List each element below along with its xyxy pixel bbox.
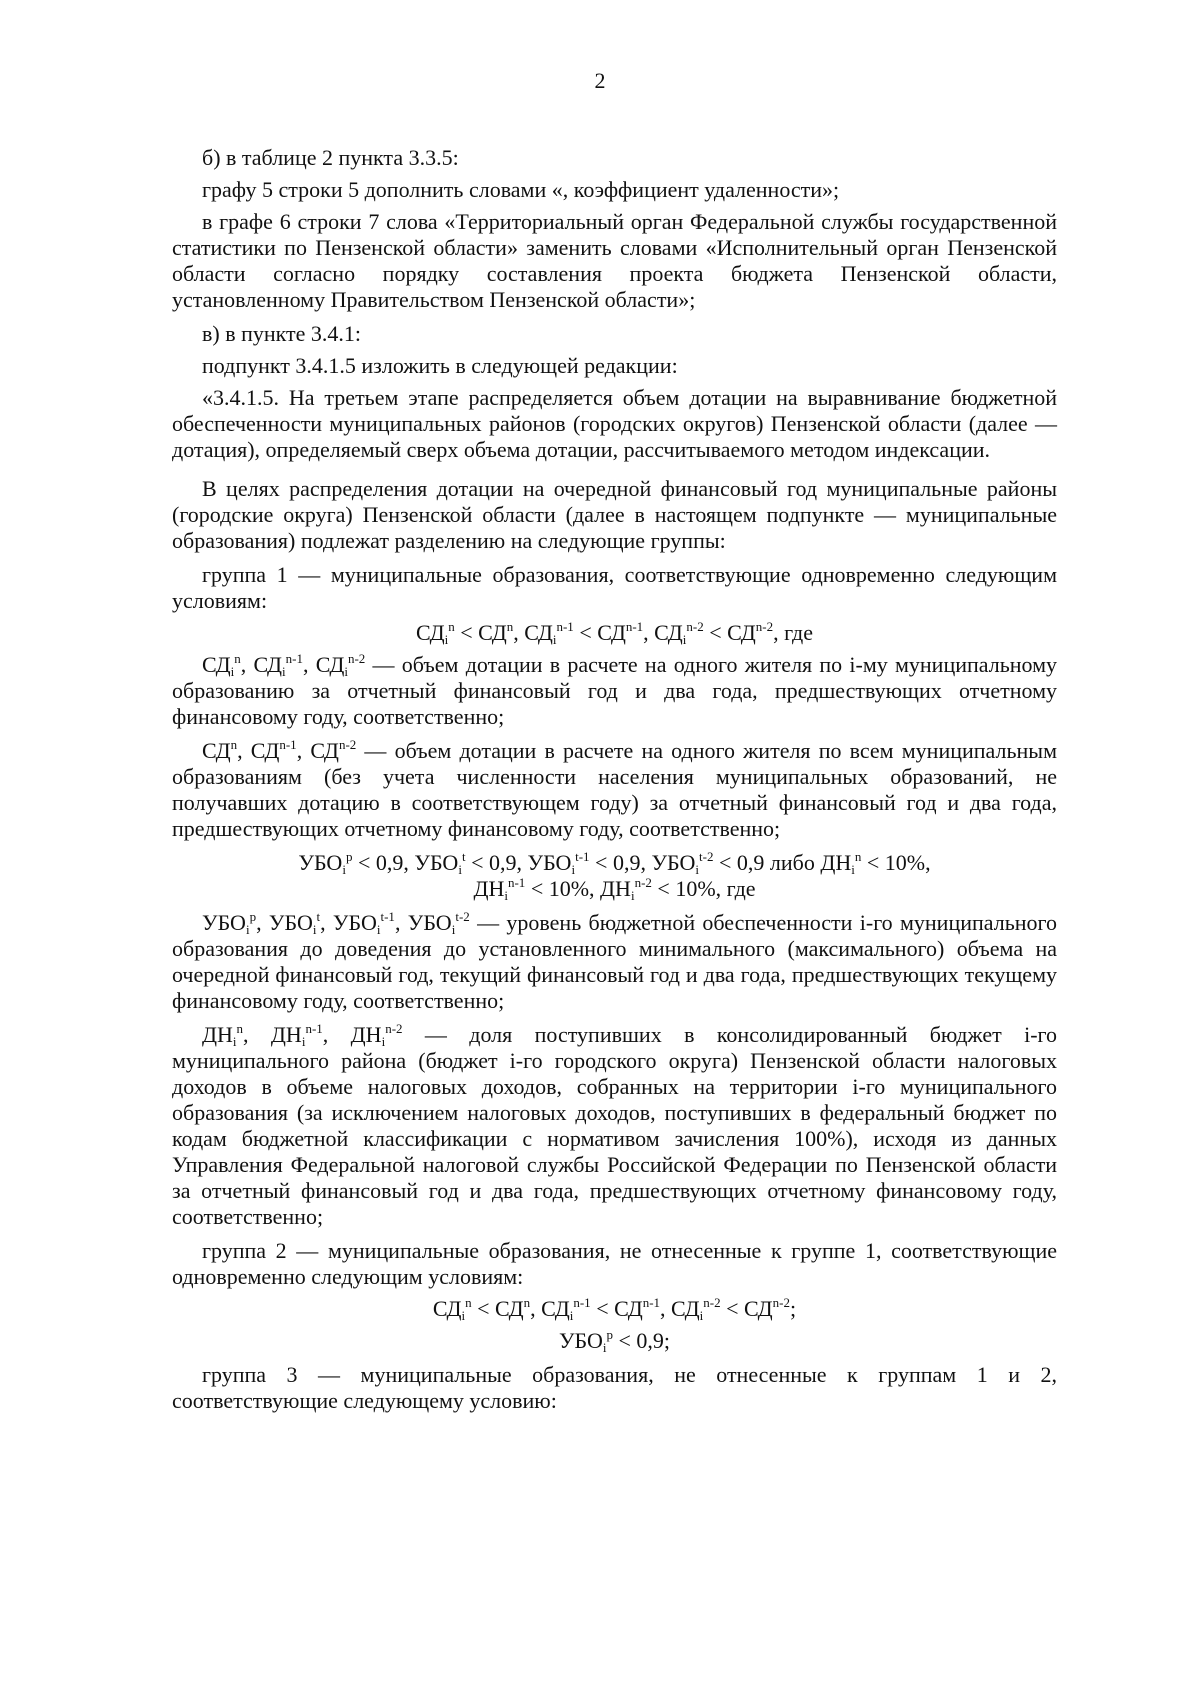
paragraph-column-6: в графе 6 строки 7 слова «Территориальный орган Федеральной службы государственной статистики по Пензенской области» заменить словами «Исполнительный орган Пензенской области согласно порядку составления проекта бюджета Пензенской области, установленному Правительством Пензенской области»; xyxy=(172,209,1057,312)
paragraph-point-3-4-1: в) в пункте 3.4.1: xyxy=(202,321,362,346)
formula-group-2-sd: $СД_i^n < СД^n$, $СД_i^{n-1} < СД^{n-1}$, $СД_i^{n-2} < СД^{n-2}$; xyxy=(432,1295,797,1323)
paragraph-sd-definition: $СД^n$, СД$^{n-1}$, СД$^{n-2}$ — объем дотации в расчете на одного жителя по всем муниципальным образованиям (без учета численности населения муниципальных образований, не получавших дотацию в соответствующем году) за отчетный финансовый год и два года, предшествующих отчетному финансовому году, соответственно; xyxy=(172,737,1057,841)
paragraph-group-3: группа 3 — муниципальные образования, не отнесенные к группам 1 и 2, соответствующие следующему условию: xyxy=(172,1362,1057,1413)
paragraph-3-4-1-5: «3.4.1.5. На третьем этапе распределяется объем дотации на выравнивание бюджетной обеспеченности муниципальных районов (городских округов) Пензенской области (далее — дотация), определяемый сверх объема дотации, рассчитываемого методом индексации. xyxy=(172,385,1057,462)
paragraph-subpoint-intro: подпункт 3.4.1.5 изложить в следующей редакции: xyxy=(202,353,678,378)
formula-term: $СД_i^n$ xyxy=(416,619,455,647)
paragraph-group-2: группа 2 — муниципальные образования, не отнесенные к группе 1, соответствующие одновременно следующим условиям: xyxy=(172,1238,1057,1289)
page-number: 2 xyxy=(594,68,606,93)
formula-group-2-ubo: $УБО_i^p < 0,9$; xyxy=(558,1327,671,1355)
paragraph-dn-definition: $ДН_i^n$, $ДН_i^{n-1}$, $ДН_i^{n-2}$ — доля поступивших в консолидированный бюджет i-го муниципального района (бюджет i-го городского округа) Пензенской области налоговых доходов в объеме налоговых доходов, собранных на территории i-го муниципального образования (за исключением налоговых доходов, поступивших в федеральный бюджет по кодам бюджетной классификации с нормативом зачисления 100%), исходя из данных Управления Федеральной налоговой службы Российской Федерации по Пензенской области за отчетный финансовый год и два года, предшествующих отчетному финансовому году, соответственно; xyxy=(172,1021,1058,1229)
paragraph-sd-i-definition: $СД_i^n$, $СД_i^{n-1}$, $СД_i^{n-2}$ — объем дотации в расчете на одного жителя по i-му муниципальному образованию за отчетный финансовый год и два года, предшествующих отчетному финансовому году, соответственно; xyxy=(172,651,1058,729)
formula-group-1-sd: $СД_i^n < СД^n$, $СД_i^{n-1} < СД^{n-1}$, $СД_i^{n-2} < СД^{n-2}$, где xyxy=(416,619,813,647)
paragraph-group-1: группа 1 — муниципальные образования, соответствующие одновременно следующим условиям: xyxy=(172,562,1057,613)
formula-group-1-ubo: $УБО_i^p < 0,9$, $УБО_i^t < 0,9$, $УБО_i^{t-1} < 0,9$, $УБО_i^{t-2} < 0,9$ либо $ДН_i^n < 10\%$, $ДН_i^{n-1} < 10\%$, $ДН_i^{n-2} < 10\%$, где xyxy=(298,849,931,903)
paragraph-groups-intro: В целях распределения дотации на очередной финансовый год муниципальные районы (городские округа) Пензенской области (далее в настоящем подпункте — муниципальные образования) подлежат разделению на следующие группы: xyxy=(172,476,1057,553)
paragraph-column-5: графу 5 строки 5 дополнить словами «, коэффициент удаленности»; xyxy=(202,177,840,202)
document-body xyxy=(172,145,1057,1422)
paragraph-table-2: б) в таблице 2 пункта 3.3.5: xyxy=(202,145,459,170)
paragraph-ubo-definition: $УБО_i^p$, $УБО_i^t$, $УБО_i^{t-1}$, $УБО_i^{t-2}$ — уровень бюджетной обеспеченности i-го муниципального образования до доведения до установленного минимального (максимального) объема на очередной финансовый год, текущий финансовый год и два года, предшествующих текущему финансовому году, соответственно; xyxy=(172,909,1057,1013)
